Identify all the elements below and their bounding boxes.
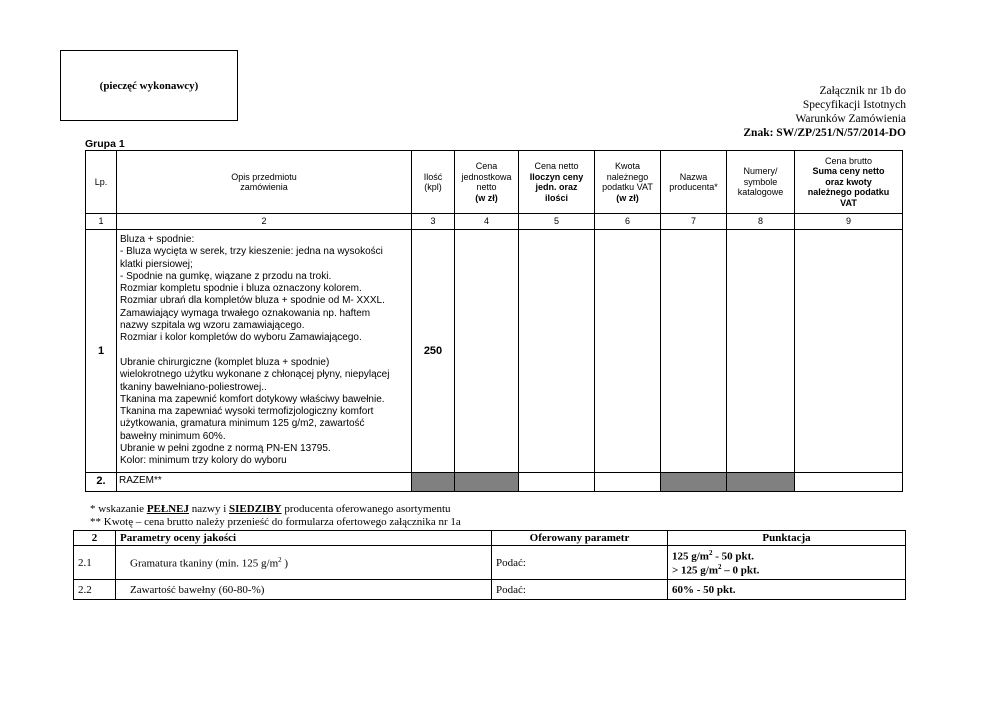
quality-header-row [74,531,906,546]
quality-table [73,530,906,600]
col-number: 1 [86,214,117,230]
shaded-cell [661,472,727,491]
vat-amount-cell[interactable] [595,230,661,473]
col-number: 5 [519,214,595,230]
total-label: RAZEM** [117,472,412,491]
footnotes [90,503,461,529]
quality-header-param: Parametry oceny jakości [116,531,492,546]
header-producer-name: Nazwa producenta* [661,151,727,214]
quality-nr: 2.1 [74,546,116,580]
quality-offered[interactable]: Podać: [492,580,668,600]
shaded-cell [455,472,519,491]
quality-header-nr: 2 [74,531,116,546]
gross-price-cell[interactable] [795,230,903,473]
header-vat-amount: Kwota należnego podatku VAT (w zł) [595,151,661,214]
unit-price-cell[interactable] [455,230,519,473]
shaded-cell [412,472,455,491]
total-vat-cell[interactable] [595,472,661,491]
net-price-cell[interactable] [519,230,595,473]
stamp-label: (pieczęć wykonawcy) [99,79,199,92]
total-row [86,472,903,491]
header-lp: Lp. [86,151,117,214]
column-number-row [86,214,903,230]
col-number: 6 [595,214,661,230]
pricing-table [85,150,903,492]
total-gross-cell[interactable] [795,472,903,491]
quality-row [74,546,906,580]
quality-header-offered: Oferowany parametr [492,531,668,546]
item-lp: 1 [86,230,117,473]
case-sign: Znak: SW/ZP/251/N/57/2014-DO [743,127,906,139]
annex-line-1: Załącznik nr 1b do [819,85,906,97]
footnote-gross: ** Kwotę – cena brutto należy przenieść do formularza ofertowego załącznika nr 1a [90,516,461,528]
header-gross-price: Cena brutto Suma ceny netto oraz kwoty należnego podatku VAT [795,151,903,214]
group-title: Grupa 1 [85,138,125,150]
quality-param: Zawartość bawełny (60-80-%) [116,580,492,600]
item-description: Bluza + spodnie: - Bluza wycięta w serek, trzy kieszenie: jedna na wysokości klatki piersiowej; - Spodnie na gumkę, wiązane z przodu na troki. Rozmiar kompletu spodnie i bluza oznaczony kolorem. Rozmiar ubrań dla kompletów bluza + spodnie od M- XXXL. Zamawiający wymaga trwałego oznakowania np. haftem nazwy szpitala wg wzoru zamawiającego. Rozmiar i kolor kompletów do wyboru Zamawiającego. Ubranie chirurgiczne (komplet bluza + spodnie) wielokrotnego użytku wykonane z chłonącej płyny, niepylącej tkaniny bawełniano-poliestrowej.. Tkanina ma zapewnić komfort dotykowy właściwy bawełnie. Tkanina ma zapewniać wysoki termofizjologiczny komfort użytkowania, gramatura minimum 125 g/m2, zawartość bawełny minimum 60%. Ubranie w pełni zgodne z normą PN-EN 13795. Kolor: minimum trzy kolory do wyboru [117,230,412,473]
header-description: Opis przedmiotu zamówienia [117,151,412,214]
quality-score: 60% - 50 pkt. [668,580,906,600]
col-number: 4 [455,214,519,230]
quality-param: Gramatura tkaniny (min. 125 $g/m^2$ ) [116,546,492,580]
annex-line-2: Specyfikacji Istotnych [802,99,906,111]
col-number: 8 [727,214,795,230]
col-number: 7 [661,214,727,230]
annex-reference [743,84,906,140]
col-number: 2 [117,214,412,230]
quality-nr: 2.2 [74,580,116,600]
total-net-cell[interactable] [519,472,595,491]
quality-header-score: Punktacja [668,531,906,546]
col-number: 3 [412,214,455,230]
item-quantity: 250 [412,230,455,473]
catalog-number-cell[interactable] [727,230,795,473]
header-catalog-numbers: Numery/ symbole katalogowe [727,151,795,214]
quality-row [74,580,906,600]
quality-score: 125 $g/m^2 - 50$ pkt. > 125 $g/m^2 - 0$ pkt. [668,546,906,580]
header-unit-price: Cena jednostkowa netto (w zł) [455,151,519,214]
header-quantity: Ilość (kpl) [412,151,455,214]
total-lp: 2. [86,472,117,491]
col-number: 9 [795,214,903,230]
pricing-header-row [86,151,903,214]
item-row [86,230,903,473]
contractor-stamp-box [60,50,238,121]
annex-line-3: Warunków Zamówienia [795,113,906,125]
shaded-cell [727,472,795,491]
footnote-producer: * wskazanie PEŁNEJ nazwy i SIEDZIBY producenta oferowanego asortymentu [90,503,451,515]
header-net-price: Cena netto Iloczyn ceny jedn. oraz ilości [519,151,595,214]
quality-offered[interactable]: Podać: [492,546,668,580]
producer-name-cell[interactable] [661,230,727,473]
